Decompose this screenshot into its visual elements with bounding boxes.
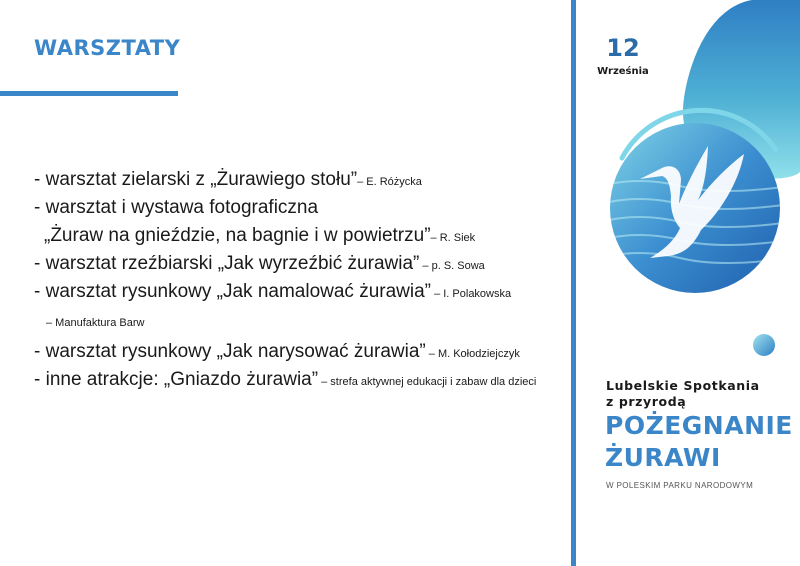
page-title: WARSZTATY xyxy=(34,36,181,60)
workshop-title: - inne atrakcje: „Gniazdo żurawia” xyxy=(34,369,319,390)
event-series-line-1: Lubelskie Spotkania xyxy=(606,378,760,393)
event-title-line-1: POŻEGNANIE xyxy=(605,411,793,440)
workshop-author: – R. Siek xyxy=(430,232,476,244)
event-subtitle: W POLESKIM PARKU NARODOWYM xyxy=(606,481,754,490)
small-dot xyxy=(753,334,775,356)
workshop-title: „Żuraw na gnieździe, na bagnie i w powietrzu” xyxy=(44,225,431,246)
workshop-author: – I. Polakowska xyxy=(431,288,512,300)
event-day: 12 xyxy=(606,34,640,62)
workshop-title: - warsztat zielarski z „Żurawiego stołu” xyxy=(34,169,358,190)
workshop-author: – p. S. Sowa xyxy=(419,260,485,272)
workshop-author: – Manufaktura Barw xyxy=(46,317,145,329)
event-series-line-2: z przyrodą xyxy=(606,394,687,409)
workshop-title: - warsztat rysunkowy „Jak narysować żurawia” xyxy=(34,341,426,362)
workshop-title: - warsztat i wystawa fotograficzna xyxy=(34,197,319,218)
workshop-title: - warsztat rysunkowy „Jak namalować żurawia” xyxy=(34,281,432,302)
workshop-author: – M. Kołodziejczyk xyxy=(425,348,520,360)
workshop-title: - warsztat rzeźbiarski „Jak wyrzeźbić żurawia” xyxy=(34,253,420,274)
event-month: Września xyxy=(597,66,649,77)
workshop-author: – strefa aktywnej edukacji i zabaw dla dzieci xyxy=(318,376,537,388)
event-title-line-2: ŻURAWI xyxy=(605,443,721,472)
workshop-author: – E. Różycka xyxy=(357,176,422,188)
